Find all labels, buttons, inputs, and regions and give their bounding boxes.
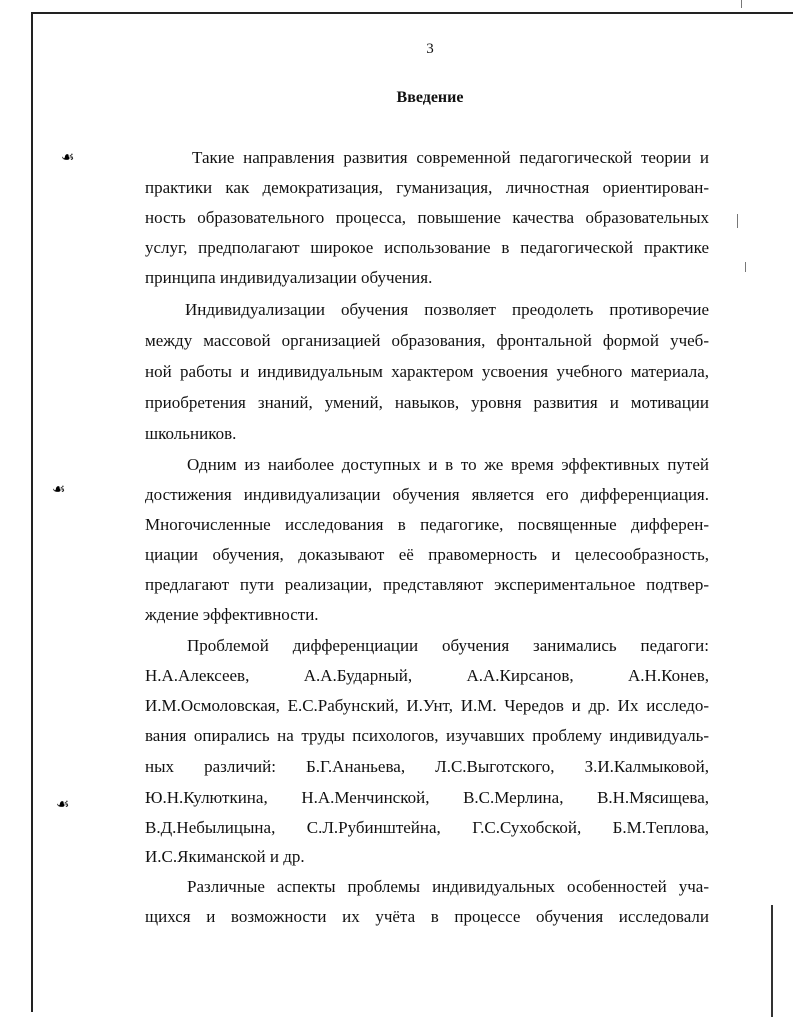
text-line: принципа индивидуализации обучения. <box>145 268 433 287</box>
text-line: ность образовательного процесса, повышение качества образовательных <box>145 208 709 227</box>
scan-border-right <box>771 905 773 1017</box>
text-line: вания опирались на труды психологов, изучавших проблему индивидуаль- <box>145 726 709 745</box>
page-number: 3 <box>426 41 434 57</box>
section-heading: Введение <box>396 89 464 106</box>
text-line: предлагают пути реализации, представляют экспериментальное подтвер- <box>145 575 709 594</box>
text-line: В.Д.Небылицына, С.Л.Рубинштейна, Г.С.Сухобской, Б.М.Теплова, <box>145 818 709 837</box>
text-line: циации обучения, доказывают её правомерность и целесообразность, <box>145 545 709 564</box>
text-line: щихся и возможности их учёта в процессе обучения исследовали <box>145 907 709 926</box>
scan-mark <box>745 262 746 272</box>
text-line: приобретения знаний, умений, навыков, уровня развития и мотивации <box>145 393 709 412</box>
scan-border-top <box>31 12 793 14</box>
text-line: между массовой организацией образования, фронтальной формой учеб- <box>145 331 709 350</box>
scan-border-left <box>31 12 33 1012</box>
punch-hole-mark: ☙ <box>61 150 75 166</box>
text-line: И.М.Осмоловская, Е.С.Рабунский, И.Унт, И.М. Чередов и др. Их исследо- <box>145 696 709 715</box>
text-line: Такие направления развития современной педагогической теории и <box>192 148 709 167</box>
text-line: Индивидуализации обучения позволяет преодолеть противоречие <box>185 300 709 319</box>
text-line: услуг, предполагают широкое использование в педагогической практике <box>145 238 709 257</box>
punch-hole-mark: ☙ <box>52 482 66 498</box>
text-line: практики как демократизация, гуманизация, личностная ориентирован- <box>145 178 709 197</box>
text-line: Ю.Н.Кулюткина, Н.А.Менчинской, В.С.Мерлина, В.Н.Мясищева, <box>145 788 709 807</box>
text-line: Различные аспекты проблемы индивидуальных особенностей уча- <box>187 877 709 896</box>
text-line: достижения индивидуализации обучения является его дифференциация. <box>145 485 709 504</box>
text-line: школьников. <box>145 424 237 443</box>
text-line: Н.А.Алексеев, А.А.Бударный, А.А.Кирсанов, А.Н.Конев, <box>145 666 709 685</box>
text-line: И.С.Якиманской и др. <box>145 847 305 866</box>
scan-mark <box>741 0 742 8</box>
text-line: Многочисленные исследования в педагогике, посвященные дифферен- <box>145 515 709 534</box>
text-line: ждение эффективности. <box>145 605 319 624</box>
text-line: Проблемой дифференциации обучения занимались педагоги: <box>187 636 709 655</box>
text-line: ной работы и индивидуальным характером усвоения учебного материала, <box>145 362 709 381</box>
scan-mark <box>737 214 738 228</box>
text-line: Одним из наиболее доступных и в то же время эффективных путей <box>187 455 709 474</box>
text-line: ных различий: Б.Г.Ананьева, Л.С.Выготского, З.И.Калмыковой, <box>145 757 709 776</box>
punch-hole-mark: ☙ <box>56 797 70 813</box>
